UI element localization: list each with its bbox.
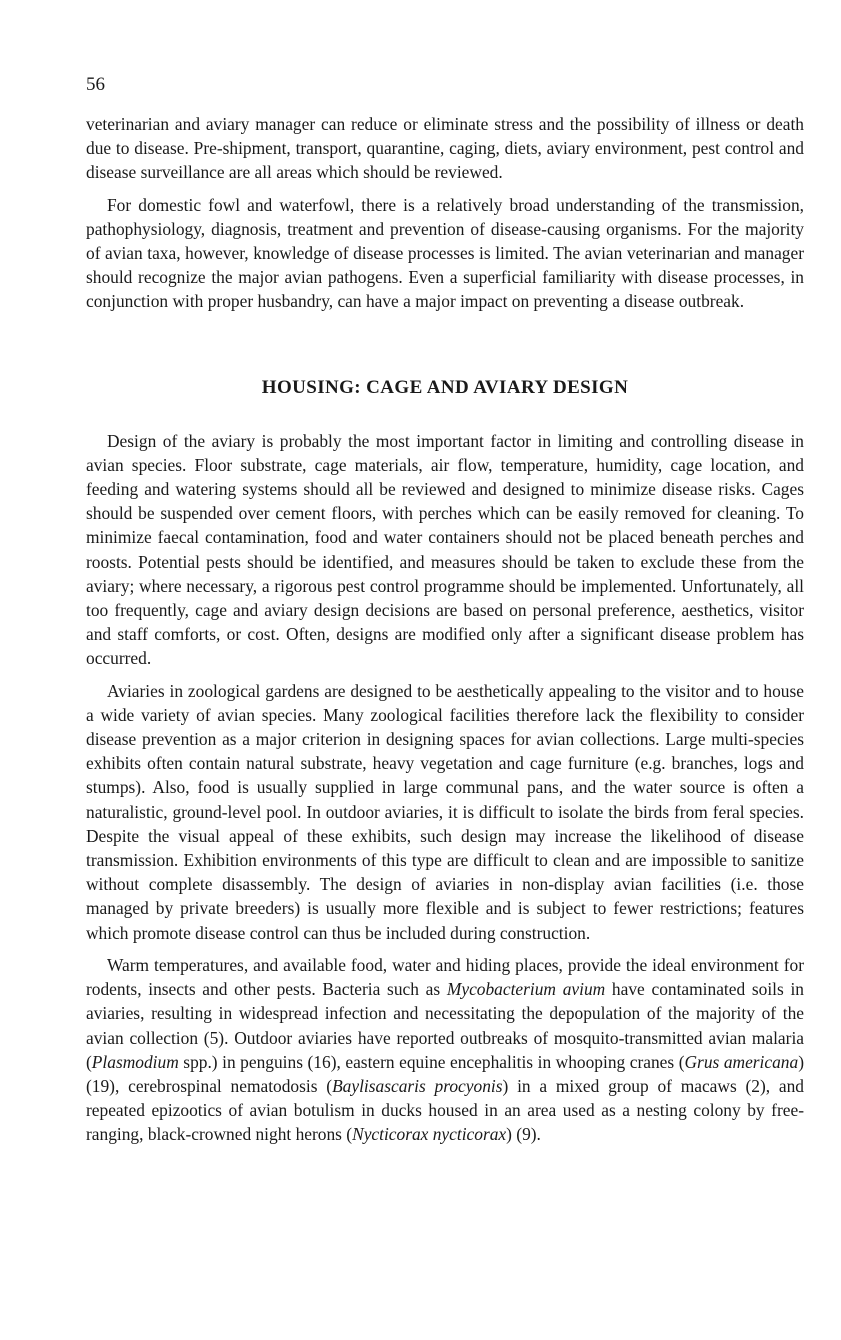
- text-run: ) in a mixed group of macaws (2), and repeated epizootics of avian botulism in ducks housed in an area used as a nesting colony by free-ranging, black-crowned night herons (: [86, 1075, 804, 1145]
- species-name: Mycobacterium avium: [446, 979, 606, 1000]
- text-run: spp.) in penguins (16), eastern equine encephalitis in whooping cranes (: [178, 1051, 685, 1072]
- species-name: Nycticorax nycticorax: [352, 1124, 507, 1145]
- paragraph-zoological-aviaries: Aviaries in zoological gardens are designed to be aesthetically appealing to the visitor and to house a wide variety of avian species. Many zoological facilities therefore lack the flexibility to consider disease prevention as a major criterion in designing spaces for avian collections. Large multi-species exhibits often contain natural substrate, heavy vegetation and cage furniture (e.g. branches, logs and stumps). Also, food is usually supplied in large communal pans, and the water source is often a naturalistic, ground-level pool. In outdoor aviaries, it is difficult to isolate the birds from feral species. Despite the visual appeal of these exhibits, such design may increase the likelihood of disease transmission. Exhibition environments of this type are difficult to clean and are impossible to sanitize without complete disassembly. The design of aviaries in non-display avian facilities (i.e. those managed by private breeders) is usually more flexible and is subject to fewer restrictions; features which promote disease control can thus be included during construction.: [86, 680, 804, 943]
- text-run: ) (9).: [506, 1124, 541, 1145]
- text-run: have contaminated soils in aviaries, resulting in widespread infection and necessitating the depopulation of the majority of the avian collection (5). Outdoor aviaries have reported outbreaks of mosquito-transmitted avian malaria (: [86, 979, 805, 1072]
- spacer: [86, 314, 804, 376]
- species-name: Baylisascaris procyonis: [332, 1075, 503, 1096]
- paragraph-disease-knowledge: For domestic fowl and waterfowl, there is a relatively broad understanding of the transmission, pathophysiology, diagnosis, treatment and prevention of disease-causing organisms. For the majority of avian taxa, however, knowledge of disease processes is limited. The avian veterinarian and manager should recognize the major avian pathogens. Even a superficial familiarity with disease processes, in conjunction with proper husbandry, can have a major impact on preventing a disease outbreak.: [86, 194, 804, 312]
- spacer: [86, 400, 804, 429]
- text-run: ) (19), cerebrospinal nematodosis (: [86, 1051, 804, 1096]
- section-heading: HOUSING: CAGE AND AVIARY DESIGN: [261, 376, 629, 398]
- paragraph-continued: veterinarian and aviary manager can reduce or eliminate stress and the possibility of illness or death due to disease. Pre-shipment, transport, quarantine, caging, diets, aviary environment, pest control and disease surveillance are all areas which should be reviewed.: [86, 114, 804, 183]
- species-name: Plasmodium: [91, 1051, 179, 1072]
- page-number: 56: [86, 74, 105, 95]
- text-run: Warm temperatures, and available food, water and hiding places, provide the ideal environment for rodents, insects and other pests. Bacteria such as: [86, 954, 804, 1000]
- text-column: [86, 112, 804, 1147]
- paragraph-aviary-design: Design of the aviary is probably the most important factor in limiting and controlling disease in avian species. Floor substrate, cage materials, air flow, temperature, humidity, cage location, and feeding and watering systems should all be reviewed and designed to minimize disease risks. Cages should be suspended over cement floors, with perches which can be easily removed for cleaning. To minimize faecal contamination, food and water containers should not be placed beneath perches and roosts. Potential pests should be identified, and measures should be taken to exclude these from the aviary; where necessary, a rigorous pest control programme should be implemented. Unfortunately, all too frequently, cage and aviary design decisions are based on personal preference, aesthetics, visitor and staff comforts, or cost. Often, designs are modified only after a significant disease problem has occurred.: [86, 430, 804, 669]
- paragraph-pests-outbreaks: [86, 953, 804, 1147]
- species-name: Grus americana: [684, 1051, 799, 1072]
